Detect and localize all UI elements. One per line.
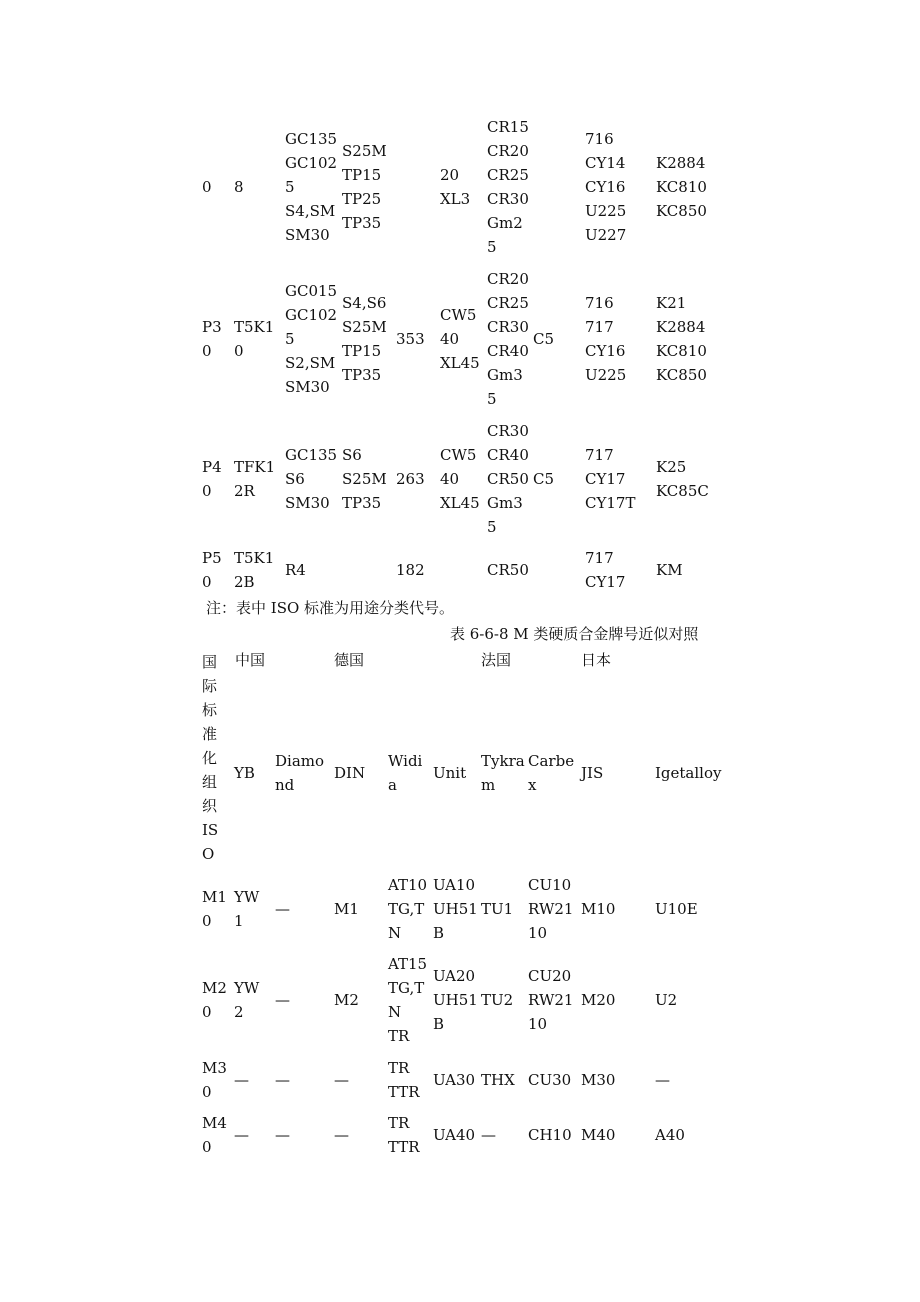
subheader-line: Tykra	[481, 752, 525, 770]
t2-cell-jis-line: M10	[581, 900, 616, 918]
t1-cell-c7-line: CR50	[487, 470, 529, 488]
t1-cell-c5	[396, 558, 425, 582]
t2-cell-yb-line: —	[234, 1126, 249, 1144]
t2-cell-tykram	[481, 1068, 515, 1092]
t1-cell-c5-line: 353	[396, 330, 425, 348]
t1-cell-c9	[585, 443, 635, 515]
t2-cell-tykram	[481, 897, 513, 921]
t1-cell-sandvik	[285, 558, 306, 582]
t1-cell-yg-line: 2R	[234, 482, 255, 500]
t2-cell-unit-line: UH51	[433, 900, 478, 918]
subheader	[655, 761, 721, 785]
t2-cell-unit-line: UA30	[433, 1071, 476, 1089]
t2-cell-unit-line: UA20	[433, 967, 476, 985]
t2-cell-tykram-line: TU2	[481, 991, 514, 1009]
subheader-line: x	[528, 776, 537, 794]
t2-cell-carbex-line: 10	[528, 924, 548, 942]
t1-cell-c10-line: KC850	[656, 366, 707, 384]
t1-cell-iso-line: P4	[202, 458, 222, 476]
t1-cell-iso	[202, 175, 212, 199]
t1-cell-c9	[585, 546, 625, 594]
t1-cell-sandvik-line: S4,SM	[285, 202, 336, 220]
t1-cell-yg-line: 0	[234, 342, 244, 360]
t1-cell-c7-line: CR40	[487, 446, 529, 464]
t1-cell-seco-line: TP35	[342, 494, 382, 512]
t1-cell-c10-line: KC810	[656, 178, 707, 196]
table-caption: 表 6-6-8 M 类硬质合金牌号近似对照	[450, 625, 699, 643]
t1-cell-c9-line: CY17T	[585, 494, 636, 512]
t2-cell-unit	[433, 1068, 475, 1092]
iso-header-line: 准	[202, 725, 218, 743]
t1-cell-iso-line: P5	[202, 549, 222, 567]
t2-cell-carbex-line: CH10	[528, 1126, 572, 1144]
t2-cell-iso	[202, 1056, 227, 1104]
t2-cell-igetalloy	[655, 897, 698, 921]
t2-cell-din	[334, 897, 359, 921]
t1-cell-c5-line: 263	[396, 470, 425, 488]
t2-cell-iso-line: M4	[202, 1114, 227, 1132]
t1-cell-sandvik-line: GC015	[285, 282, 338, 300]
t2-cell-unit-line: UH51	[433, 991, 478, 1009]
iso-header	[202, 650, 218, 866]
t1-cell-sandvik	[285, 279, 337, 399]
subheader-line: Unit	[433, 764, 467, 782]
t2-cell-iso-line: 0	[202, 1003, 212, 1021]
t1-cell-c10	[656, 558, 683, 582]
t2-cell-widia-line: TR	[388, 1027, 410, 1045]
t1-cell-c10-line: KC850	[656, 202, 707, 220]
t1-cell-c10-line: KC810	[656, 342, 707, 360]
t2-cell-din-line: M2	[334, 991, 359, 1009]
country-header: 日本	[581, 651, 612, 669]
t2-cell-yb	[234, 1123, 249, 1147]
t1-cell-c6	[440, 163, 470, 211]
t2-cell-iso	[202, 1111, 227, 1159]
t2-cell-diamond-line: —	[275, 991, 290, 1009]
t2-cell-unit	[433, 964, 478, 1036]
t2-cell-diamond	[275, 1123, 290, 1147]
t2-cell-din	[334, 1123, 349, 1147]
t1-cell-c8-line: C5	[533, 330, 555, 348]
t2-cell-din-line: —	[334, 1126, 349, 1144]
t2-cell-iso	[202, 885, 227, 933]
t2-cell-unit-line: B	[433, 1015, 445, 1033]
t2-cell-widia-line: TG,T	[388, 900, 425, 918]
t1-cell-seco-line: S4,S6	[342, 294, 387, 312]
t2-cell-iso-line: 0	[202, 1138, 212, 1156]
t2-cell-iso	[202, 976, 227, 1024]
t2-cell-iso-line: M2	[202, 979, 227, 997]
t1-cell-c7-line: Gm3	[487, 494, 523, 512]
t2-cell-tykram	[481, 1123, 496, 1147]
t1-cell-yg	[234, 315, 274, 363]
subheader	[481, 749, 525, 797]
t2-cell-widia	[388, 1056, 420, 1104]
t1-cell-c8	[533, 467, 554, 491]
t2-cell-yb	[234, 885, 259, 933]
t2-cell-diamond-line: —	[275, 1071, 290, 1089]
t1-cell-c10-line: K21	[656, 294, 687, 312]
t1-cell-c7-line: CR25	[487, 166, 529, 184]
t1-cell-c10-line: K2884	[656, 318, 706, 336]
t2-cell-yb	[234, 1068, 249, 1092]
t2-cell-jis-line: M40	[581, 1126, 616, 1144]
t1-cell-c10-line: K25	[656, 458, 687, 476]
t2-cell-diamond-line: —	[275, 1126, 290, 1144]
t2-cell-jis	[581, 1123, 615, 1147]
t1-cell-c7-line: CR20	[487, 142, 529, 160]
t2-cell-carbex	[528, 873, 573, 945]
subheader-line: nd	[275, 776, 295, 794]
t2-cell-tykram-line: TU1	[481, 900, 514, 918]
t2-cell-yb-line: —	[234, 1071, 249, 1089]
t1-cell-c8	[533, 327, 554, 351]
subheader	[334, 761, 365, 785]
t1-cell-iso	[202, 455, 222, 503]
t1-cell-c6	[440, 303, 480, 375]
t2-cell-carbex-line: CU30	[528, 1071, 572, 1089]
t2-cell-tykram-line: THX	[481, 1071, 515, 1089]
t1-cell-yg-line: TFK1	[234, 458, 276, 476]
t2-cell-carbex	[528, 1068, 571, 1092]
t1-cell-iso-line: 0	[202, 178, 212, 196]
t2-cell-igetalloy	[655, 1123, 685, 1147]
t2-cell-iso-line: M1	[202, 888, 227, 906]
t1-cell-c6-line: CW5	[440, 306, 477, 324]
subheader-line: Widi	[388, 752, 423, 770]
t2-cell-widia-line: TR	[388, 1114, 410, 1132]
t2-cell-widia-line: AT15	[388, 955, 428, 973]
t2-cell-unit	[433, 1123, 475, 1147]
t2-cell-iso-line: 0	[202, 1083, 212, 1101]
t1-cell-c10-line: K2884	[656, 154, 706, 172]
t1-cell-sandvik-line: 5	[285, 330, 295, 348]
t1-cell-c9-line: 717	[585, 446, 614, 464]
t1-cell-c7	[487, 419, 529, 539]
t1-cell-c7-line: Gm3	[487, 366, 523, 384]
t2-cell-widia-line: N	[388, 1003, 402, 1021]
t1-cell-c9-line: 717	[585, 318, 614, 336]
t2-cell-widia-line: TR	[388, 1059, 410, 1077]
t2-cell-diamond	[275, 1068, 290, 1092]
t1-cell-c7	[487, 558, 529, 582]
t1-cell-seco-line: S25M	[342, 318, 387, 336]
table-note: 注：表中 ISO 标准为用途分类代号。	[206, 599, 455, 617]
t1-cell-iso	[202, 546, 222, 594]
iso-header-line: 国	[202, 653, 218, 671]
t1-cell-seco	[342, 443, 387, 515]
iso-header-line: 组	[202, 773, 218, 791]
t2-cell-carbex-line: CU10	[528, 876, 572, 894]
t1-cell-seco-line: S25M	[342, 142, 387, 160]
t1-cell-c6-line: 40	[440, 470, 460, 488]
country-header: 德国	[334, 651, 365, 669]
subheader-line: Igetalloy	[655, 764, 722, 782]
t2-cell-yb-line: 1	[234, 912, 244, 930]
subheader	[433, 761, 466, 785]
t1-cell-sandvik-line: 5	[285, 178, 295, 196]
t1-cell-sandvik-line: GC135	[285, 446, 338, 464]
iso-header-line: 化	[202, 749, 218, 767]
t1-cell-c9	[585, 127, 626, 247]
t1-cell-yg-line: T5K1	[234, 318, 275, 336]
t2-cell-widia-line: TTR	[388, 1083, 420, 1101]
t1-cell-seco-line: S25M	[342, 470, 387, 488]
t2-cell-widia-line: N	[388, 924, 402, 942]
t1-cell-iso-line: P3	[202, 318, 222, 336]
t1-cell-yg-line: T5K1	[234, 549, 275, 567]
t2-cell-carbex-line: RW21	[528, 900, 574, 918]
t1-cell-c10-line: KC85C	[656, 482, 709, 500]
t1-cell-sandvik-line: GC102	[285, 154, 338, 172]
t2-cell-iso-line: 0	[202, 912, 212, 930]
t1-cell-seco-line: TP15	[342, 342, 382, 360]
t1-cell-c9-line: CY14	[585, 154, 626, 172]
iso-header-line: 标	[202, 701, 218, 719]
t2-cell-iso-line: M3	[202, 1059, 227, 1077]
t2-cell-jis	[581, 988, 615, 1012]
t1-cell-c6-line: XL45	[440, 494, 480, 512]
t2-cell-unit-line: UA40	[433, 1126, 476, 1144]
t2-cell-carbex	[528, 964, 573, 1036]
t1-cell-c9-line: U227	[585, 226, 627, 244]
iso-header-line: O	[202, 845, 215, 863]
t1-cell-c9-line: CY17	[585, 573, 626, 591]
t2-cell-diamond	[275, 988, 290, 1012]
t1-cell-seco-line: TP15	[342, 166, 382, 184]
t1-cell-c7-line: CR30	[487, 422, 529, 440]
t1-cell-c10	[656, 291, 707, 387]
t2-cell-igetalloy-line: U10E	[655, 900, 698, 918]
t1-cell-c10	[656, 455, 709, 503]
t1-cell-sandvik-line: R4	[285, 561, 306, 579]
t2-cell-igetalloy	[655, 1068, 670, 1092]
t1-cell-sandvik	[285, 443, 337, 515]
t2-cell-widia	[388, 873, 427, 945]
t1-cell-seco-line: TP25	[342, 190, 382, 208]
subheader-line: Diamo	[275, 752, 325, 770]
subheader-line: YB	[234, 764, 255, 782]
t1-cell-c9-line: 716	[585, 130, 614, 148]
t2-cell-widia-line: AT10	[388, 876, 428, 894]
t1-cell-c10-line: KM	[656, 561, 683, 579]
t1-cell-c6	[440, 443, 480, 515]
t1-cell-c7-line: CR30	[487, 190, 529, 208]
t2-cell-din-line: M1	[334, 900, 359, 918]
t1-cell-c9-line: U225	[585, 202, 627, 220]
t2-cell-jis-line: M20	[581, 991, 616, 1009]
subheader-line: Carbe	[528, 752, 575, 770]
t1-cell-sandvik-line: SM30	[285, 226, 330, 244]
t1-cell-c9-line: CY17	[585, 470, 626, 488]
t1-cell-seco-line: TP35	[342, 366, 382, 384]
t1-cell-c7-line: CR40	[487, 342, 529, 360]
iso-header-line: 织	[202, 797, 218, 815]
t1-cell-c9-line: CY16	[585, 342, 626, 360]
t2-cell-unit-line: UA10	[433, 876, 476, 894]
t1-cell-c6-line: CW5	[440, 446, 477, 464]
t1-cell-c6-line: 40	[440, 330, 460, 348]
t2-cell-unit	[433, 873, 478, 945]
t2-cell-tykram-line: —	[481, 1126, 496, 1144]
subheader	[234, 761, 255, 785]
t1-cell-yg-line: 8	[234, 178, 244, 196]
t2-cell-jis	[581, 1068, 615, 1092]
subheader	[388, 749, 422, 797]
t1-cell-c9-line: 716	[585, 294, 614, 312]
t1-cell-yg-line: 2B	[234, 573, 255, 591]
t2-cell-carbex-line: CU20	[528, 967, 572, 985]
t1-cell-sandvik-line: S2,SM	[285, 354, 336, 372]
t2-cell-widia-line: TG,T	[388, 979, 425, 997]
t2-cell-igetalloy-line: —	[655, 1071, 670, 1089]
t2-cell-carbex-line: 10	[528, 1015, 548, 1033]
t1-cell-c5	[396, 467, 425, 491]
t2-cell-carbex-line: RW21	[528, 991, 574, 1009]
t1-cell-c7-line: CR50	[487, 561, 529, 579]
t1-cell-c7-line: 5	[487, 238, 497, 256]
t2-cell-jis-line: M30	[581, 1071, 616, 1089]
t2-cell-widia	[388, 952, 427, 1048]
t1-cell-c7-line: 5	[487, 390, 497, 408]
t1-cell-c9	[585, 291, 626, 387]
subheader-line: a	[388, 776, 397, 794]
t1-cell-sandvik-line: GC135	[285, 130, 338, 148]
t1-cell-seco	[342, 139, 387, 235]
subheader-line: DIN	[334, 764, 366, 782]
t2-cell-diamond-line: —	[275, 900, 290, 918]
t1-cell-seco	[342, 291, 387, 387]
t2-cell-yb-line: 2	[234, 1003, 244, 1021]
subheader-line: m	[481, 776, 496, 794]
iso-header-line: 际	[202, 677, 218, 695]
t2-cell-yb-line: YW	[234, 888, 260, 906]
t1-cell-yg	[234, 455, 275, 503]
t1-cell-sandvik-line: SM30	[285, 494, 330, 512]
t1-cell-c7-line: 5	[487, 518, 497, 536]
subheader-line: JIS	[581, 764, 604, 782]
t1-cell-c7-line: Gm2	[487, 214, 523, 232]
t1-cell-c7-line: CR15	[487, 118, 529, 136]
t1-cell-yg	[234, 546, 274, 594]
t1-cell-c6-line: XL3	[440, 190, 471, 208]
t1-cell-c9-line: U225	[585, 366, 627, 384]
t2-cell-unit-line: B	[433, 924, 445, 942]
t2-cell-widia-line: TTR	[388, 1138, 420, 1156]
t1-cell-c7	[487, 115, 529, 259]
t2-cell-jis	[581, 897, 615, 921]
t1-cell-sandvik	[285, 127, 337, 247]
t1-cell-iso-line: 0	[202, 342, 212, 360]
t1-cell-c5	[396, 327, 425, 351]
subheader	[581, 761, 603, 785]
t2-cell-tykram	[481, 988, 513, 1012]
t2-cell-widia	[388, 1111, 420, 1159]
t2-cell-yb	[234, 976, 259, 1024]
t1-cell-c9-line: CY16	[585, 178, 626, 196]
t1-cell-c6-line: 20	[440, 166, 460, 184]
t2-cell-din	[334, 988, 359, 1012]
t1-cell-sandvik-line: SM30	[285, 378, 330, 396]
t2-cell-igetalloy-line: U2	[655, 991, 678, 1009]
t2-cell-diamond	[275, 897, 290, 921]
subheader	[528, 749, 574, 797]
t2-cell-igetalloy	[655, 988, 677, 1012]
t1-cell-c10	[656, 151, 707, 223]
t2-cell-igetalloy-line: A40	[655, 1126, 685, 1144]
t1-cell-c6-line: XL45	[440, 354, 480, 372]
subheader	[275, 749, 324, 797]
t1-cell-c5-line: 182	[396, 561, 425, 579]
t1-cell-c7-line: CR20	[487, 270, 529, 288]
t2-cell-yb-line: YW	[234, 979, 260, 997]
t2-cell-din-line: —	[334, 1071, 349, 1089]
t1-cell-iso-line: 0	[202, 573, 212, 591]
t1-cell-sandvik-line: S6	[285, 470, 305, 488]
t1-cell-yg	[234, 175, 244, 199]
t1-cell-c9-line: 717	[585, 549, 614, 567]
country-header: 中国	[235, 651, 266, 669]
t1-cell-seco-line: S6	[342, 446, 362, 464]
t1-cell-sandvik-line: GC102	[285, 306, 338, 324]
t1-cell-c8-line: C5	[533, 470, 555, 488]
t1-cell-c7-line: CR30	[487, 318, 529, 336]
t1-cell-iso-line: 0	[202, 482, 212, 500]
t1-cell-iso	[202, 315, 222, 363]
country-header: 法国	[481, 651, 512, 669]
t2-cell-din	[334, 1068, 349, 1092]
iso-header-line: IS	[202, 821, 219, 839]
t1-cell-seco-line: TP35	[342, 214, 382, 232]
t2-cell-carbex	[528, 1123, 572, 1147]
t1-cell-c7-line: CR25	[487, 294, 529, 312]
t1-cell-c7	[487, 267, 529, 411]
